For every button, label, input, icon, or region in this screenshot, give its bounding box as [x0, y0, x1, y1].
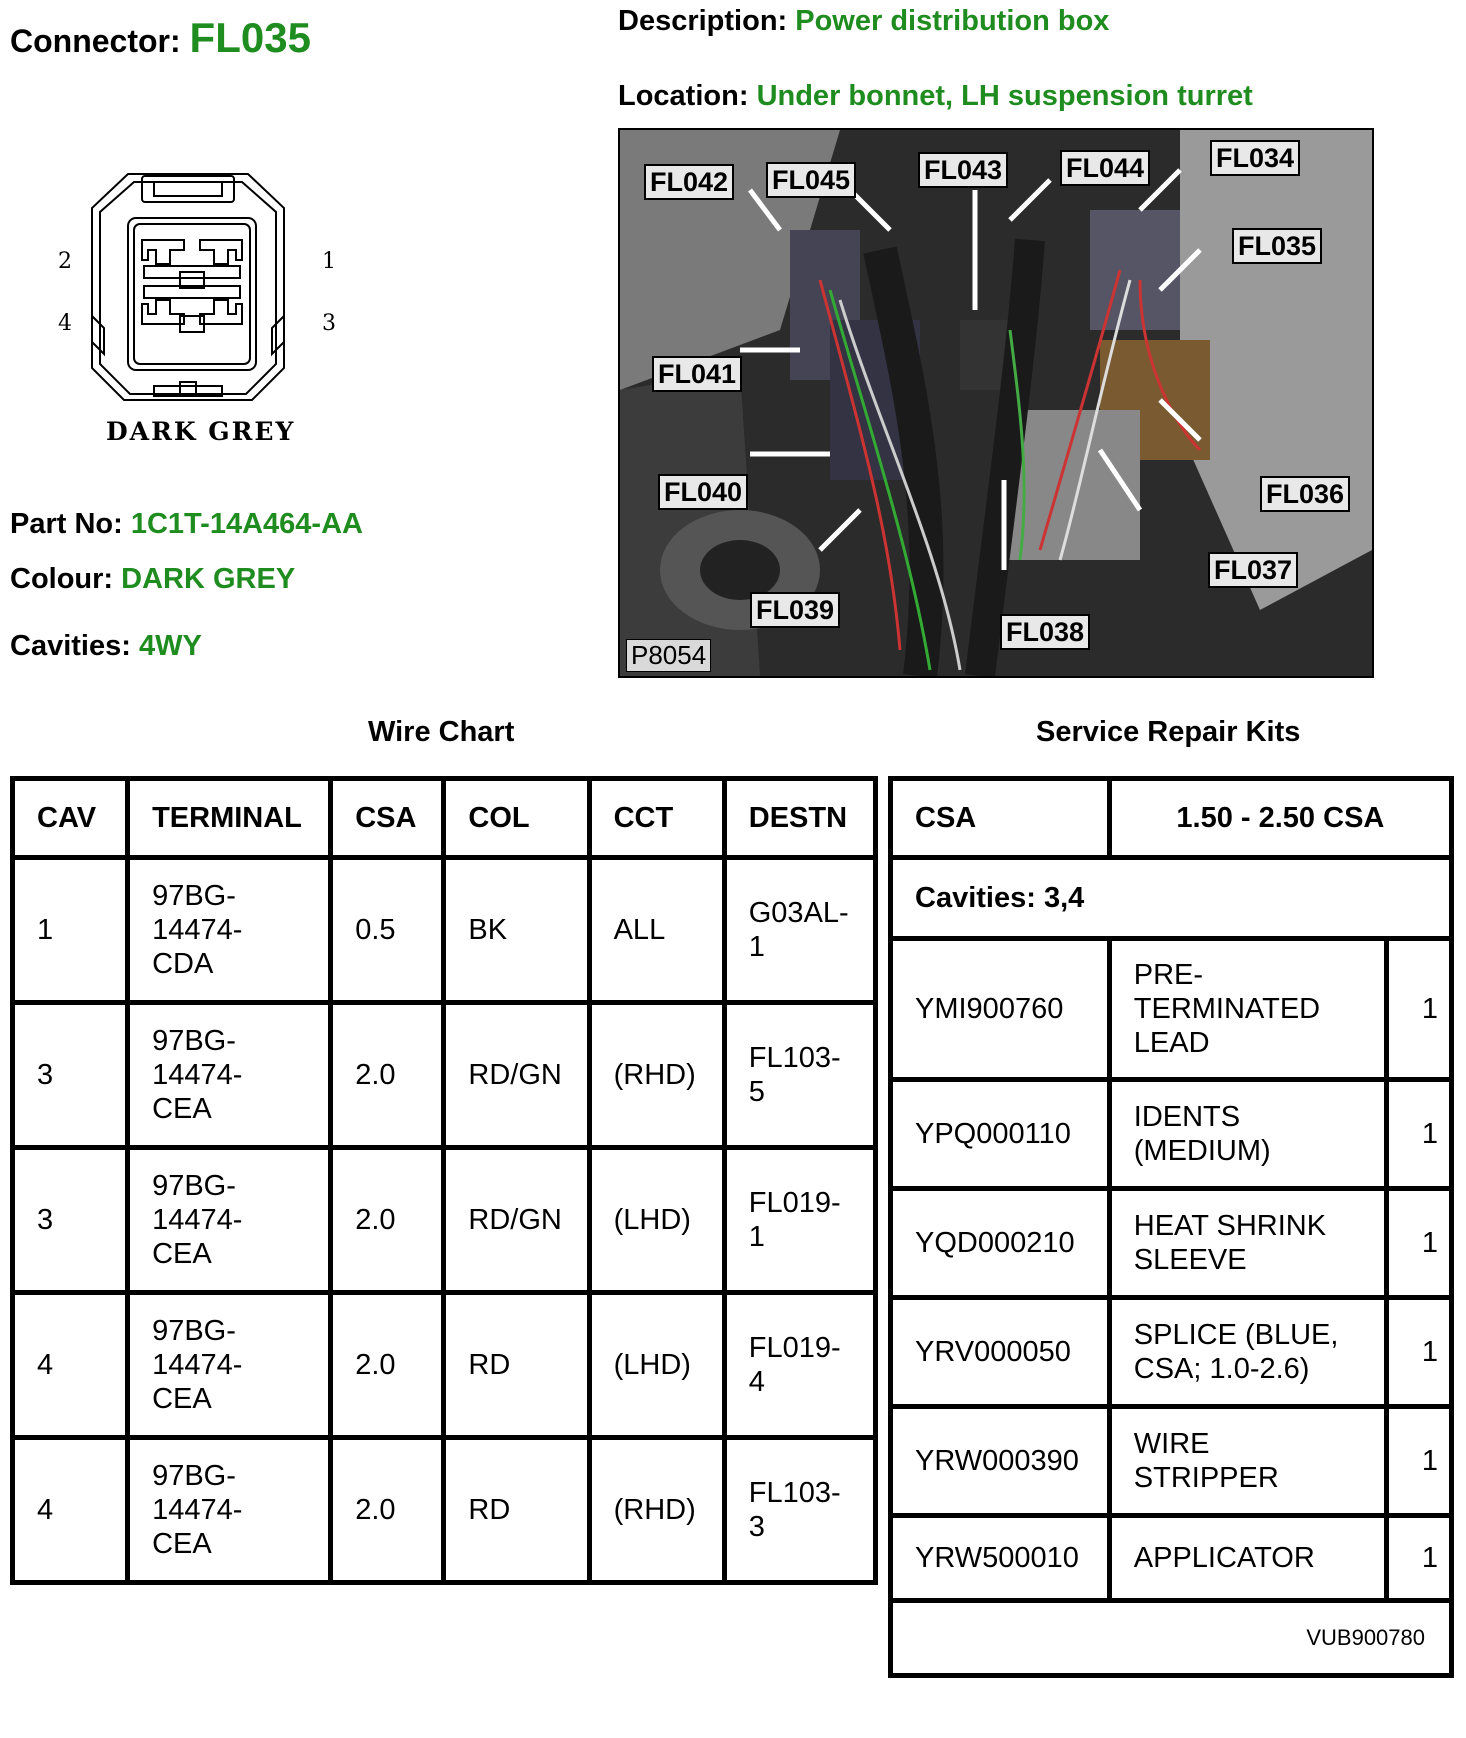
wire-chart-title: Wire Chart — [368, 716, 515, 748]
table-row — [13, 1003, 876, 1148]
part-number-line — [10, 508, 363, 541]
table-cell: 97BG- 14474- CDA — [128, 858, 331, 1003]
table-cell: 97BG- 14474- CEA — [128, 1148, 331, 1293]
pin-label: 3 — [322, 311, 336, 336]
table-cell: RD/GN — [444, 1148, 589, 1293]
kit-part-number: YMI900760 — [891, 939, 1110, 1080]
drawing-colour-text: DARK GREY — [106, 417, 296, 446]
colour-line — [10, 563, 295, 596]
location-photo — [618, 128, 1374, 678]
kit-description: HEAT SHRINK SLEEVE — [1109, 1189, 1386, 1298]
kit-description: WIRE STRIPPER — [1109, 1407, 1386, 1516]
table-cell: BK — [444, 858, 589, 1003]
kit-quantity: 1 — [1386, 1189, 1451, 1298]
pin-label: 2 — [58, 249, 72, 274]
table-cell: 2.0 — [331, 1003, 444, 1148]
kit-quantity: 1 — [1386, 1516, 1451, 1601]
table-cell: (LHD) — [589, 1148, 724, 1293]
photo-callout: FL041 — [652, 356, 742, 392]
part-number-label: Part No: — [10, 508, 123, 540]
kit-quantity: 1 — [1386, 1080, 1451, 1189]
colour-label: Colour: — [10, 563, 114, 595]
column-header: CSA — [331, 779, 444, 858]
kit-description: SPLICE (BLUE, CSA; 1.0-2.6) — [1109, 1298, 1386, 1407]
colour-value: DARK GREY — [121, 563, 296, 595]
description-line — [618, 4, 1138, 38]
kit-part-number: YRV000050 — [891, 1298, 1110, 1407]
photo-callout: FL043 — [918, 152, 1008, 188]
table-cell: (LHD) — [589, 1293, 724, 1438]
kit-quantity: 1 — [1386, 1407, 1451, 1516]
column-header: DESTN — [724, 779, 875, 858]
column-header: CCT — [589, 779, 724, 858]
table-cell: 1 — [13, 858, 128, 1003]
photo-callout: FL045 — [766, 162, 856, 198]
part-number-value: 1C1T-14A464-AA — [130, 508, 363, 540]
photo-callout: FL034 — [1210, 140, 1300, 176]
table-cell: RD — [444, 1293, 589, 1438]
table-cell: RD/GN — [444, 1003, 589, 1148]
table-cell: 2.0 — [331, 1293, 444, 1438]
table-cell: ALL — [589, 858, 724, 1003]
kit-part-number: YPQ000110 — [891, 1080, 1110, 1189]
kit-description: APPLICATOR — [1109, 1516, 1386, 1601]
photo-callout: FL035 — [1232, 228, 1322, 264]
engine-bay-photo-icon — [620, 130, 1372, 676]
connector-face-drawing — [58, 168, 338, 458]
cavities-line — [10, 630, 202, 663]
table-cell: FL019- 4 — [724, 1293, 875, 1438]
table-cell: 3 — [13, 1148, 128, 1293]
repair-kits-title: Service Repair Kits — [1036, 716, 1301, 748]
kit-part-number: YRW000390 — [891, 1407, 1110, 1516]
location-label: Location: — [618, 80, 749, 112]
table-row — [13, 1293, 876, 1438]
kit-row — [891, 1080, 1452, 1189]
kit-ref-row — [891, 1601, 1452, 1676]
photo-callout: FL044 — [1060, 150, 1150, 186]
kit-part-number: YRW500010 — [891, 1516, 1110, 1601]
wire-chart-table — [10, 776, 878, 1585]
kit-row — [891, 1516, 1452, 1601]
photo-callout: FL042 — [644, 164, 734, 200]
column-header: CAV — [13, 779, 128, 858]
connector-id: FL035 — [189, 14, 311, 61]
cavities-value: 4WY — [138, 630, 202, 662]
column-header: TERMINAL — [128, 779, 331, 858]
photo-callout: FL038 — [1000, 614, 1090, 650]
table-cell: 3 — [13, 1003, 128, 1148]
kit-row — [891, 1407, 1452, 1516]
cavities-label: Cavities: — [10, 630, 131, 662]
kit-reference: VUB900780 — [891, 1601, 1452, 1676]
kit-quantity: 1 — [1386, 1298, 1451, 1407]
kits-cavities-row — [891, 858, 1452, 939]
table-cell: 97BG- 14474- CEA — [128, 1003, 331, 1148]
table-cell: 97BG- 14474- CEA — [128, 1293, 331, 1438]
kit-quantity: 1 — [1386, 939, 1451, 1080]
table-cell: G03AL- 1 — [724, 858, 875, 1003]
table-cell: FL103- 3 — [724, 1438, 875, 1583]
description-label: Description: — [618, 5, 788, 37]
kits-header-row — [891, 779, 1452, 858]
kits-csa-label: CSA — [891, 779, 1110, 858]
location-value: Under bonnet, LH suspension turret — [756, 80, 1253, 112]
table-cell: FL103- 5 — [724, 1003, 875, 1148]
connector-outline-icon — [58, 168, 338, 458]
connector-heading — [10, 14, 311, 62]
repair-kits-table — [888, 776, 1454, 1678]
kit-row — [891, 1298, 1452, 1407]
table-cell: RD — [444, 1438, 589, 1583]
kit-row — [891, 1189, 1452, 1298]
kit-description: IDENTS (MEDIUM) — [1109, 1080, 1386, 1189]
column-header: COL — [444, 779, 589, 858]
table-row — [13, 858, 876, 1003]
kits-cavities-text: Cavities: 3,4 — [891, 858, 1452, 939]
description-value: Power distribution box — [795, 5, 1110, 37]
photo-code: P8054 — [626, 639, 711, 672]
pin-label: 4 — [58, 311, 72, 336]
table-cell: 2.0 — [331, 1148, 444, 1293]
pin-label: 1 — [322, 249, 336, 274]
table-cell: (RHD) — [589, 1438, 724, 1583]
kit-part-number: YQD000210 — [891, 1189, 1110, 1298]
photo-callout: FL039 — [750, 592, 840, 628]
kits-csa-value: 1.50 - 2.50 CSA — [1109, 779, 1451, 858]
table-cell: (RHD) — [589, 1003, 724, 1148]
table-cell: 4 — [13, 1438, 128, 1583]
location-line — [618, 80, 1253, 113]
photo-callout: FL040 — [658, 474, 748, 510]
table-row — [13, 1438, 876, 1583]
table-cell: FL019- 1 — [724, 1148, 875, 1293]
photo-callout: FL037 — [1208, 552, 1298, 588]
connector-label: Connector: — [10, 23, 181, 59]
table-cell: 2.0 — [331, 1438, 444, 1583]
kit-description: PRE- TERMINATED LEAD — [1109, 939, 1386, 1080]
table-row — [13, 1148, 876, 1293]
table-cell: 4 — [13, 1293, 128, 1438]
wire-chart-header-row — [13, 779, 876, 858]
kit-row — [891, 939, 1452, 1080]
table-cell: 97BG- 14474- CEA — [128, 1438, 331, 1583]
photo-callout: FL036 — [1260, 476, 1350, 512]
table-cell: 0.5 — [331, 858, 444, 1003]
